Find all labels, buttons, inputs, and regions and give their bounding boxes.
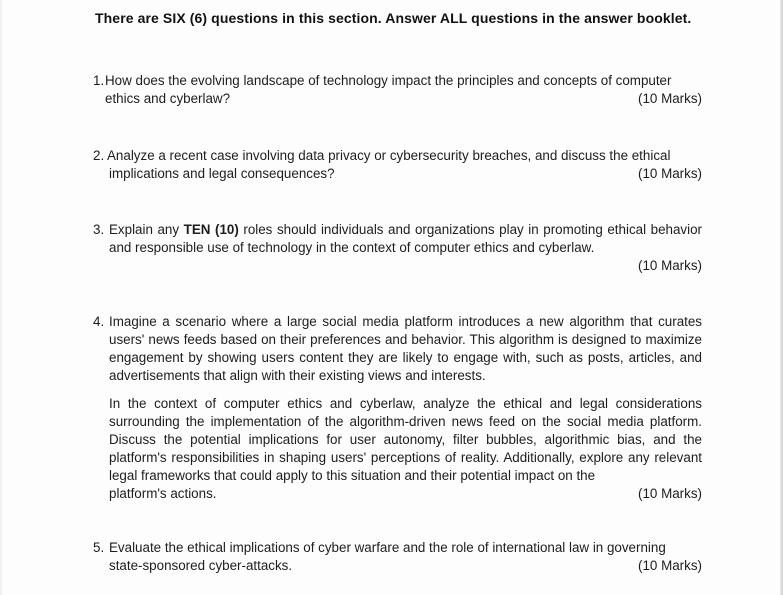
question-2	[93, 147, 702, 183]
question-line: implications and legal consequences?	[109, 166, 335, 181]
question-line: Evaluate the ethical implications of cyber warfare and the role of international law in governing	[109, 540, 666, 555]
question-text	[109, 147, 702, 183]
question-line-with-marks	[105, 90, 702, 108]
question-number: 5.	[93, 540, 105, 555]
question-line: ethics and cyberlaw?	[105, 91, 231, 106]
marks-label: (10 Marks)	[638, 558, 702, 573]
question-text	[109, 221, 702, 275]
question-number: 4.	[93, 314, 105, 329]
question-number: 2.	[93, 148, 105, 163]
section-instruction: There are SIX (6) questions in this section. Answer ALL questions in the answer booklet.	[95, 10, 692, 26]
question-5	[93, 539, 702, 575]
question-line-with-marks	[109, 485, 702, 503]
question-text	[109, 539, 702, 575]
task-paragraph: In the context of computer ethics and cyberlaw, analyze the ethical and legal considerations surrounding the implementation of the algorithm-driven news feed on the social media platform. Discuss the potential implications for user autonomy, filter bubbles, algorithmic bias, and the platform's responsibilities in shaping users' perceptions of reality. Additionally, explore any relevant legal frameworks that could apply to this situation and their potential impact on the	[109, 396, 702, 483]
question-number: 1.	[93, 73, 105, 88]
question-line-with-marks	[109, 557, 702, 575]
question-emphasis: TEN (10)	[183, 222, 239, 237]
marks-label: (10 Marks)	[638, 166, 702, 181]
question-text-rest: roles should individuals and organizations play in promoting ethical behavior and responsible use of technology in the context of computer ethics and cyberlaw.	[109, 222, 702, 255]
question-line: platform's actions.	[109, 486, 217, 501]
question-3	[93, 221, 702, 275]
question-text	[105, 72, 702, 108]
page-left-edge	[0, 0, 2, 595]
marks-label: (10 Marks)	[638, 258, 702, 273]
question-line: Analyze a recent case involving data privacy or cybersecurity breaches, and discuss the ethical	[107, 148, 671, 163]
question-4	[93, 313, 702, 503]
question-line: How does the evolving landscape of technology impact the principles and concepts of computer	[105, 73, 672, 88]
question-number: 3.	[93, 222, 105, 237]
marks-label: (10 Marks)	[638, 486, 702, 501]
question-text-start: Explain any	[109, 222, 184, 237]
scenario-paragraph: Imagine a scenario where a large social media platform introduces a new algorithm that curates users' news feeds based on their preferences and behavior. This algorithm is designed to maximize engagement by showing users content they are likely to engage with, such as posts, articles, and advertisements that align with their existing views and interests.	[109, 314, 702, 383]
question-line-with-marks	[109, 165, 702, 183]
question-line: state-sponsored cyber-attacks.	[109, 558, 293, 573]
marks-label: (10 Marks)	[638, 91, 702, 106]
question-1	[93, 72, 702, 108]
question-text	[109, 313, 702, 503]
